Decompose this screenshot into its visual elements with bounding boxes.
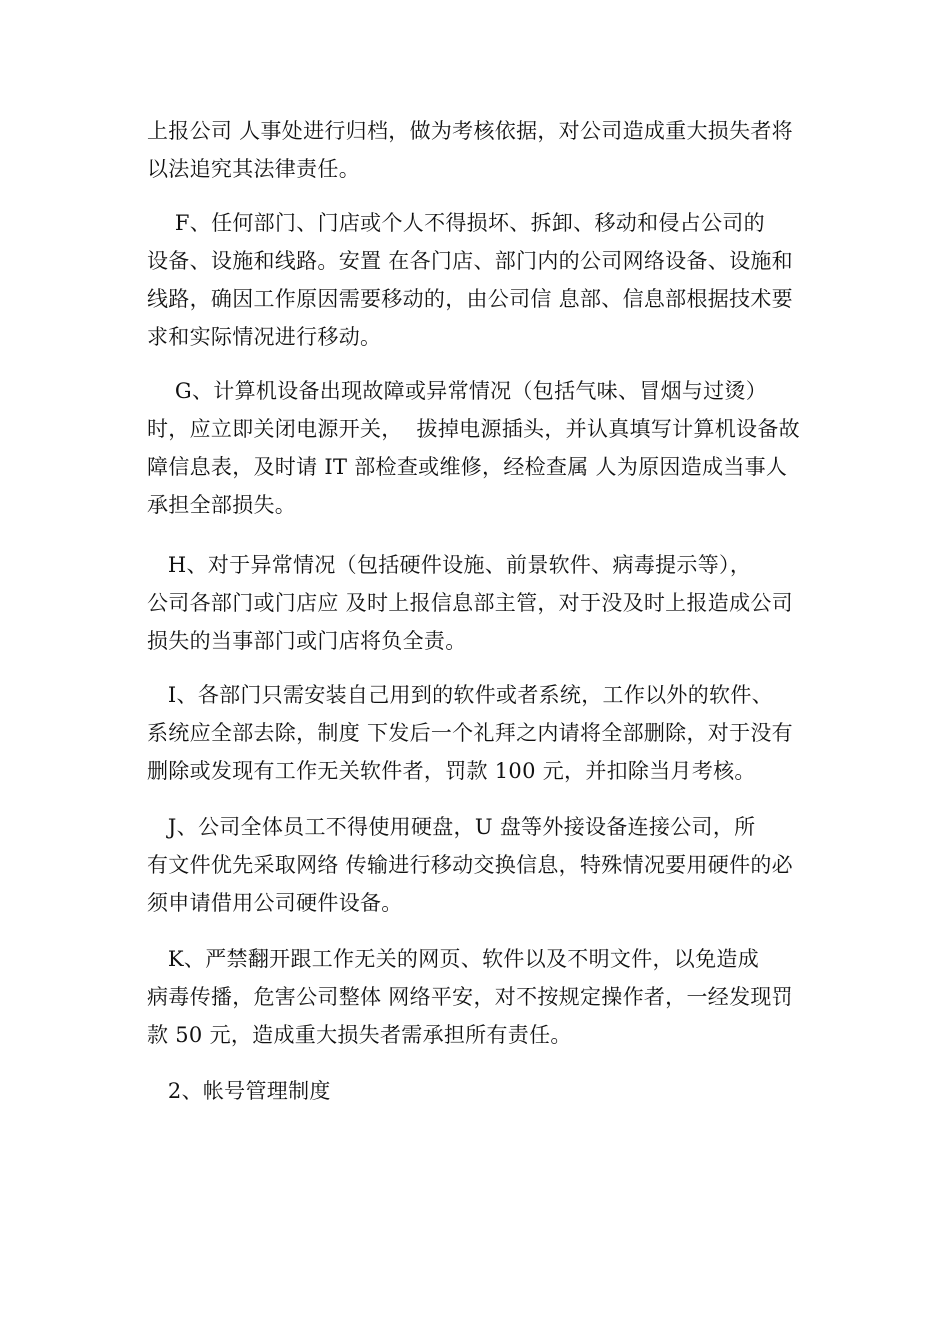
text-line: 设备、设施和线路。安置 在各门店、部门内的公司网络设备、设施和 — [147, 249, 793, 273]
paragraph-k — [147, 940, 807, 1054]
paragraph-i — [147, 676, 807, 790]
text-line: 病毒传播，危害公司整体 网络平安，对不按规定操作者，一经发现罚 — [147, 985, 793, 1009]
text-line: 公司各部门或门店应 及时上报信息部主管，对于没及时上报造成公司 — [147, 591, 793, 615]
paragraph-h — [147, 546, 807, 660]
text-line: 障信息表，及时请 IT 部检查或维修，经检查属 人为原因造成当事人 — [147, 455, 788, 479]
text-line: 线路，确因工作原因需要移动的，由公司信 息部、信息部根据技术要 — [147, 287, 793, 311]
text-line: 上报公司 人事处进行归档，做为考核依据，对公司造成重大损失者将 — [147, 119, 793, 143]
paragraph-continued — [147, 112, 807, 188]
text-line: 时，应立即关闭电源开关， 拔掉电源插头，并认真填写计算机设备故 — [147, 417, 800, 441]
text-line: 以法追究其法律责任。 — [147, 157, 360, 181]
text-line: G、计算机设备出现故障或异常情况（包括气味、冒烟与过烫） — [147, 379, 768, 403]
text-line: 款 50 元，造成重大损失者需承担所有责任。 — [147, 1023, 572, 1047]
text-line: 求和实际情况进行移动。 — [147, 325, 382, 349]
text-line: 承担全部损失。 — [147, 493, 297, 517]
text-line: K、严禁翻开跟工作无关的网页、软件以及不明文件，以免造成 — [147, 947, 760, 971]
text-line: J、公司全体员工不得使用硬盘，U 盘等外接设备连接公司，所 — [147, 815, 756, 839]
text-line: I、各部门只需安装自己用到的软件或者系统，工作以外的软件、 — [147, 683, 773, 707]
text-line: 有文件优先采取网络 传输进行移动交换信息，特殊情况要用硬件的必 — [147, 853, 793, 877]
text-line: 须申请借用公司硬件设备。 — [147, 891, 403, 915]
section-heading-text: 2、帐号管理制度 — [147, 1079, 331, 1103]
paragraph-f — [147, 204, 807, 356]
paragraph-g — [147, 372, 807, 524]
text-line: 损失的当事部门或门店将负全责。 — [147, 629, 467, 653]
section-heading-account-management — [147, 1072, 807, 1110]
text-line: F、任何部门、门店或个人不得损坏、拆卸、移动和侵占公司的 — [147, 211, 765, 235]
text-line: H、对于异常情况（包括硬件设施、前景软件、病毒提示等）， — [147, 553, 752, 577]
text-line: 系统应全部去除，制度 下发后一个礼拜之内请将全部删除，对于没有 — [147, 721, 793, 745]
text-line: 删除或发现有工作无关软件者，罚款 100 元，并扣除当月考核。 — [147, 759, 756, 783]
paragraph-j — [147, 808, 807, 922]
